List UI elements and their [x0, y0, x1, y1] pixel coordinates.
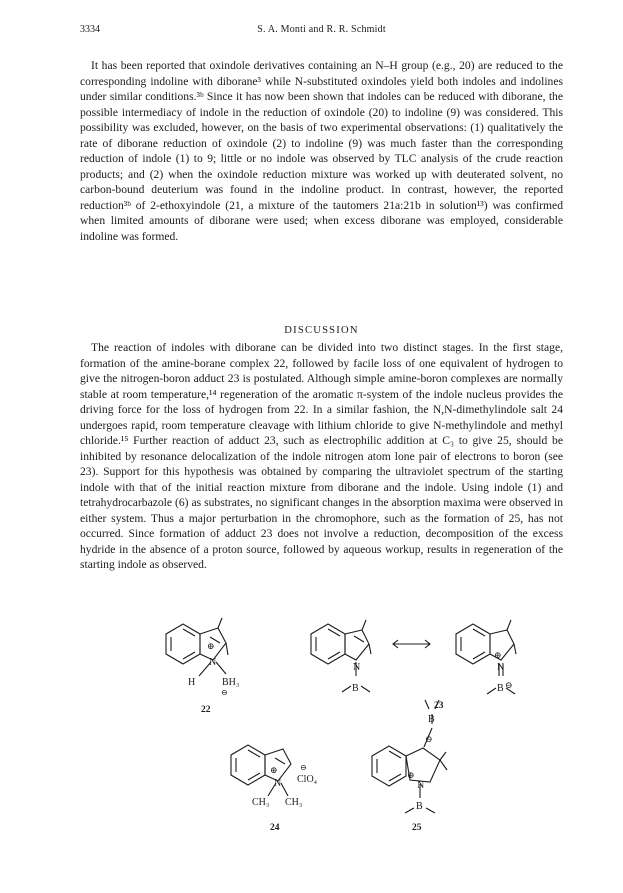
- s24-minus: ⊖: [300, 763, 307, 772]
- running-authors: S. A. Monti and R. R. Schmidt: [257, 24, 386, 35]
- resonance-arrow: [393, 640, 430, 648]
- s23-right-b: B: [497, 683, 504, 694]
- page-number: 3334: [80, 24, 100, 35]
- s22-h: H: [188, 677, 196, 688]
- s22-n: N: [209, 657, 217, 668]
- s24-number: 24: [270, 823, 280, 833]
- s24-plus: ⊕: [270, 765, 278, 775]
- s25-number: 25: [412, 823, 422, 833]
- s22-minus: ⊖: [221, 688, 228, 697]
- s25-n: N: [417, 780, 425, 791]
- s23-right-plus: ⊕: [494, 650, 502, 660]
- structure-22: [166, 618, 228, 676]
- s25-b-lower: B: [416, 801, 423, 812]
- s24-clo4: ClO₄: [297, 774, 318, 785]
- s25-plus: ⊕: [407, 770, 415, 780]
- structure-23-left: [311, 620, 371, 692]
- section-title: DISCUSSION: [284, 325, 359, 336]
- s22-number: 22: [201, 705, 211, 715]
- s25-b: B: [428, 714, 435, 725]
- s23-left-n: N: [353, 662, 361, 673]
- s24-ch3-right: CH₃: [285, 797, 303, 808]
- s22-bh3: BH₃: [222, 677, 240, 688]
- s23-left-b: B: [352, 683, 359, 694]
- paragraph-2-text: The reaction of indoles with diborane can be divided into two distinct stages. In the first stage, formation of the amine-borane complex 22, followed by facile loss of one equivalent of hydrogen to give the nitrogen-boron adduct 23 is postulated. Although simple amine-boron complexes are normally stable at room temperature,¹⁴ regeneration of the aromatic π-system of the indole nucleus provides the driving force for the loss of hydrogen from 22. In a similar fashion, the N,N-dimethylindole salt 24 undergoes rapid, room temperature cleavage with lithium chloride to give N-methylindole and methyl chloride.¹⁵ Further reaction of adduct 23, such as electrophilic addition at C₃ to give 25, should be inhibited by resonance delocalization of the indole nitrogen atom lone pair of electrons to boron (see 23). Support for this hypothesis was obtained by comparing the ultraviolet spectrum of the starting indole with that of the initial reaction mixture from diborane and the indole. Using indole (1) and tetrahydrocarbazole (6) as substrates, no significant changes in the absorption maxima were observed in either system. Thus a major perturbation in the chromophore, such as the formation of 25, has not occurred. Since formation of adduct 23 does not involve a reduction, decomposition of the excess hydride in the absence of a proton source, followed by aqueous workup, results in regeneration of the starting indole as observed.: [80, 341, 563, 571]
- s23-number: 23: [434, 701, 444, 711]
- s23-right-minus: ⊖: [505, 680, 513, 690]
- s22-plus: ⊕: [207, 641, 215, 651]
- s23-right-n: N: [497, 662, 505, 673]
- s25-minus: ⊖: [425, 734, 433, 744]
- structure-24: [231, 745, 291, 796]
- structure-25: [372, 700, 447, 813]
- paragraph-1-text: It has been reported that oxindole derivatives containing an N–H group (e.g., 20) are reduced to the corresponding indoline with diborane³ while N-substituted oxindoles yield both indoles and indolines under similar conditions.³ᵇ Since it has now been shown that indoles can be reduced with diborane, the possible intermediacy of indole in the reduction of oxindole (20) to indoline (9) was considered. This possibility was excluded, however, on the basis of two experimental observations: (1) qualitatively the rate of diborane reduction of oxindole (2) to indoline (9) was much faster than the corresponding reduction of indole (1) to 9; little or no indole was observed by TLC analysis of the crude reaction products; and (2) when the oxindole reduction mixture was worked up with deuterated solvent, no carbon-bound deuterium was found in the indoline product. In contrast, however, the reported reduction³ᵇ of 2-ethoxyindole (21, a mixture of the tautomers 21a:21b in solution¹³) was confirmed when limited amounts of diborane were used; when excess diborane was employed, considerable indoline was formed.: [80, 59, 563, 243]
- s24-n: N: [274, 778, 282, 789]
- s24-ch3-left: CH₃: [252, 797, 270, 808]
